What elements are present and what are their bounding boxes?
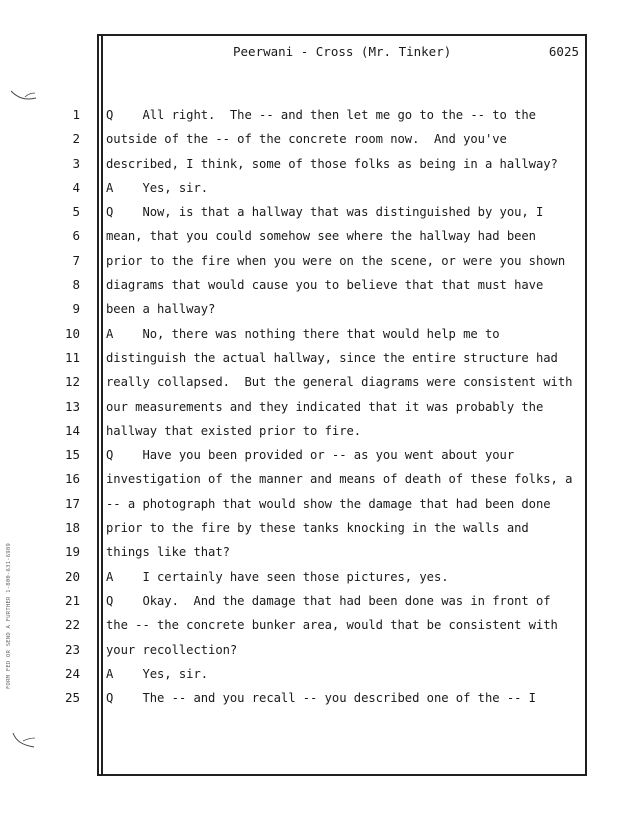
transcript-line: -- a photograph that would show the damage that had been done xyxy=(106,496,551,511)
transcript-line: A Yes, sir. xyxy=(106,666,209,681)
page-header xyxy=(103,44,587,64)
transcript-line: diagrams that would cause you to believe that that must have xyxy=(106,278,544,293)
line-number: 1 xyxy=(72,107,80,122)
line-number: 5 xyxy=(72,204,80,220)
line-number: 25 xyxy=(64,690,80,706)
transcript-line: Q The -- and you recall -- you described one of the -- I xyxy=(106,691,536,706)
transcript-line: prior to the fire when you were on the scene, or were you shown xyxy=(106,253,566,268)
transcript-line: your recollection? xyxy=(106,642,238,657)
transcript-line: Q All right. The -- and then let me go to the -- to the xyxy=(106,108,536,122)
transcript-text xyxy=(106,103,584,710)
transcript-line: distinguish the actual hallway, since the entire structure had xyxy=(106,350,558,365)
line-number: 10 xyxy=(64,325,80,341)
transcript-line: A I certainly have seen those pictures, yes. xyxy=(106,569,449,584)
line-number: 17 xyxy=(64,495,80,511)
line-number-divider xyxy=(101,34,103,776)
line-number: 19 xyxy=(64,544,80,560)
line-number: 16 xyxy=(64,471,80,487)
page-number: 6025 xyxy=(548,44,579,59)
transcript-line: been a hallway? xyxy=(106,302,216,317)
transcript-line: the -- the concrete bunker area, would that be consistent with xyxy=(106,618,558,633)
line-number: 22 xyxy=(64,617,80,633)
line-number: 15 xyxy=(64,447,80,463)
transcript-line: hallway that existed prior to fire. xyxy=(106,423,362,438)
transcript-line: Q Okay. And the damage that had been done was in front of xyxy=(106,593,551,608)
pen-stroke-icon xyxy=(9,87,39,107)
margin-pen-mark xyxy=(9,87,39,107)
line-number: 7 xyxy=(72,252,80,268)
transcript-line: Q Have you been provided or -- as you went about your xyxy=(106,448,515,463)
line-number: 12 xyxy=(64,374,80,390)
line-number: 9 xyxy=(72,301,80,317)
transcript-line: things like that? xyxy=(106,545,230,560)
line-number: 6 xyxy=(72,228,80,244)
pen-stroke-icon xyxy=(10,730,40,750)
transcript-line: our measurements and they indicated that it was probably the xyxy=(106,399,544,414)
transcript-line: A Yes, sir. xyxy=(106,180,209,195)
line-number: 3 xyxy=(72,155,80,171)
line-number: 2 xyxy=(72,131,80,147)
line-number: 14 xyxy=(64,422,80,438)
transcript-line: Q Now, is that a hallway that was distinguished by you, I xyxy=(106,205,544,220)
line-number-column xyxy=(48,103,80,710)
line-number: 4 xyxy=(72,179,80,195)
transcript-line: really collapsed. But the general diagrams were consistent with xyxy=(106,375,573,390)
side-margin-stamp: FORM FED OR SEND A FURTHER 1-800-631-6989 xyxy=(6,542,12,689)
line-number: 18 xyxy=(64,520,80,536)
line-number: 21 xyxy=(64,592,80,608)
transcript-line: investigation of the manner and means of death of these folks, a xyxy=(106,472,573,487)
line-number: 13 xyxy=(64,398,80,414)
line-number: 24 xyxy=(64,665,80,681)
transcript-line: A No, there was nothing there that would help me to xyxy=(106,326,500,341)
transcript-line: prior to the fire by these tanks knocking in the walls and xyxy=(106,521,529,536)
transcript-line: outside of the -- of the concrete room now. And you've xyxy=(106,132,507,147)
line-number: 20 xyxy=(64,568,80,584)
margin-pen-mark-bottom xyxy=(10,730,40,750)
transcript-line: described, I think, some of those folks as being in a hallway? xyxy=(106,156,558,171)
line-number: 8 xyxy=(72,277,80,293)
line-number: 11 xyxy=(64,349,80,365)
line-number: 23 xyxy=(64,641,80,657)
transcript-line: mean, that you could somehow see where the hallway had been xyxy=(106,229,536,244)
page-title: Peerwani - Cross (Mr. Tinker) xyxy=(233,44,452,59)
